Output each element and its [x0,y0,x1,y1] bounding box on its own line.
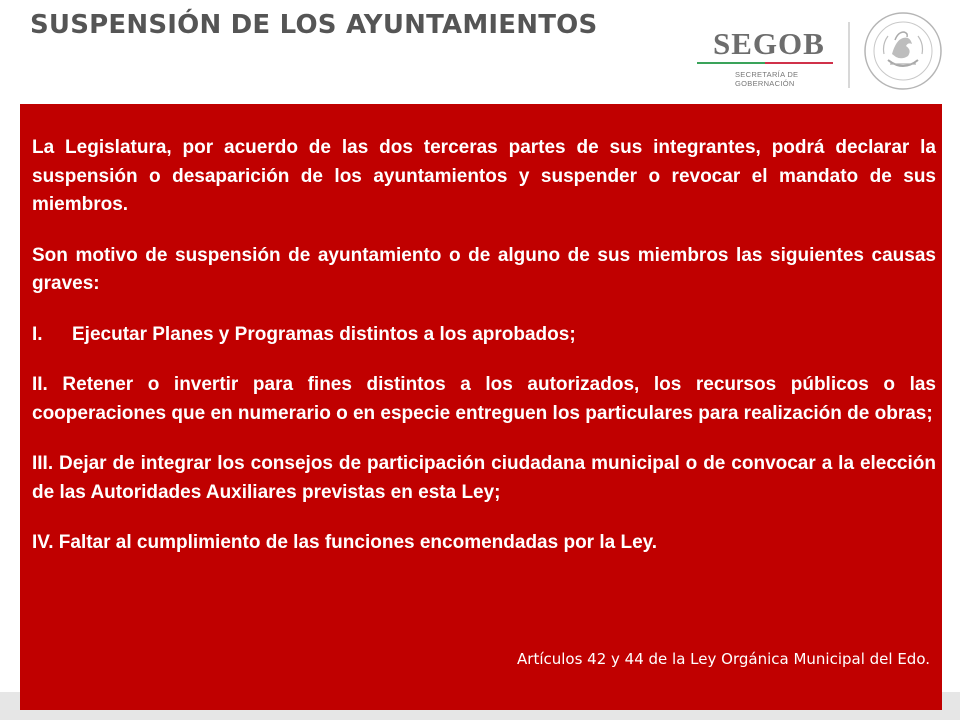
segob-wordmark: SEGOB [713,26,825,61]
list-item-text: Dejar de integrar los consejos de participación ciudadana municipal o de convocar a la elección de las Autoridades Auxiliares previstas en esta Ley; [32,453,936,503]
list-item [32,321,936,350]
list-item [32,529,936,558]
list-item-number: III. [32,453,54,474]
list-item-number: IV. [32,532,54,553]
paragraph-legislatura: La Legislatura, por acuerdo de las dos terceras partes de sus integrantes, podrá declarar la suspensión o desaparición de los ayuntamientos y suspender o revocar el mandato de sus miembros. [32,137,936,215]
logo-subtitle-line2: GOBERNACIÓN [735,79,795,88]
list-item-number: II. [32,374,48,395]
logo-subtitle [735,70,798,88]
list-item-text: Retener o invertir para fines distintos a los autorizados, los recursos públicos o las cooperaciones que en numerario o en especie entreguen los particulares para realización de obras; [32,374,937,424]
page-title: SUSPENSIÓN DE LOS AYUNTAMIENTOS [30,10,598,40]
citation: Artículos 42 y 44 de la Ley Orgánica Municipal del Edo. [517,650,930,668]
logo-color-bar [697,62,833,64]
segob-logo [695,20,840,92]
paragraph-motivos: Son motivo de suspensión de ayuntamiento o de alguno de sus miembros las siguientes causas graves: [32,244,936,294]
list-item [32,371,936,428]
list-item [32,450,936,507]
content-body [32,134,936,558]
logo-divider [848,22,850,88]
list-item-text: Ejecutar Planes y Programas distintos a los aprobados; [72,323,576,345]
coat-of-arms-seal-icon [862,10,944,92]
logo-subtitle-line1: SECRETARÍA DE [735,70,799,79]
list-item-text: Faltar al cumplimiento de las funciones encomendadas por la Ley. [58,532,658,553]
list-item-number: I. [32,323,43,345]
